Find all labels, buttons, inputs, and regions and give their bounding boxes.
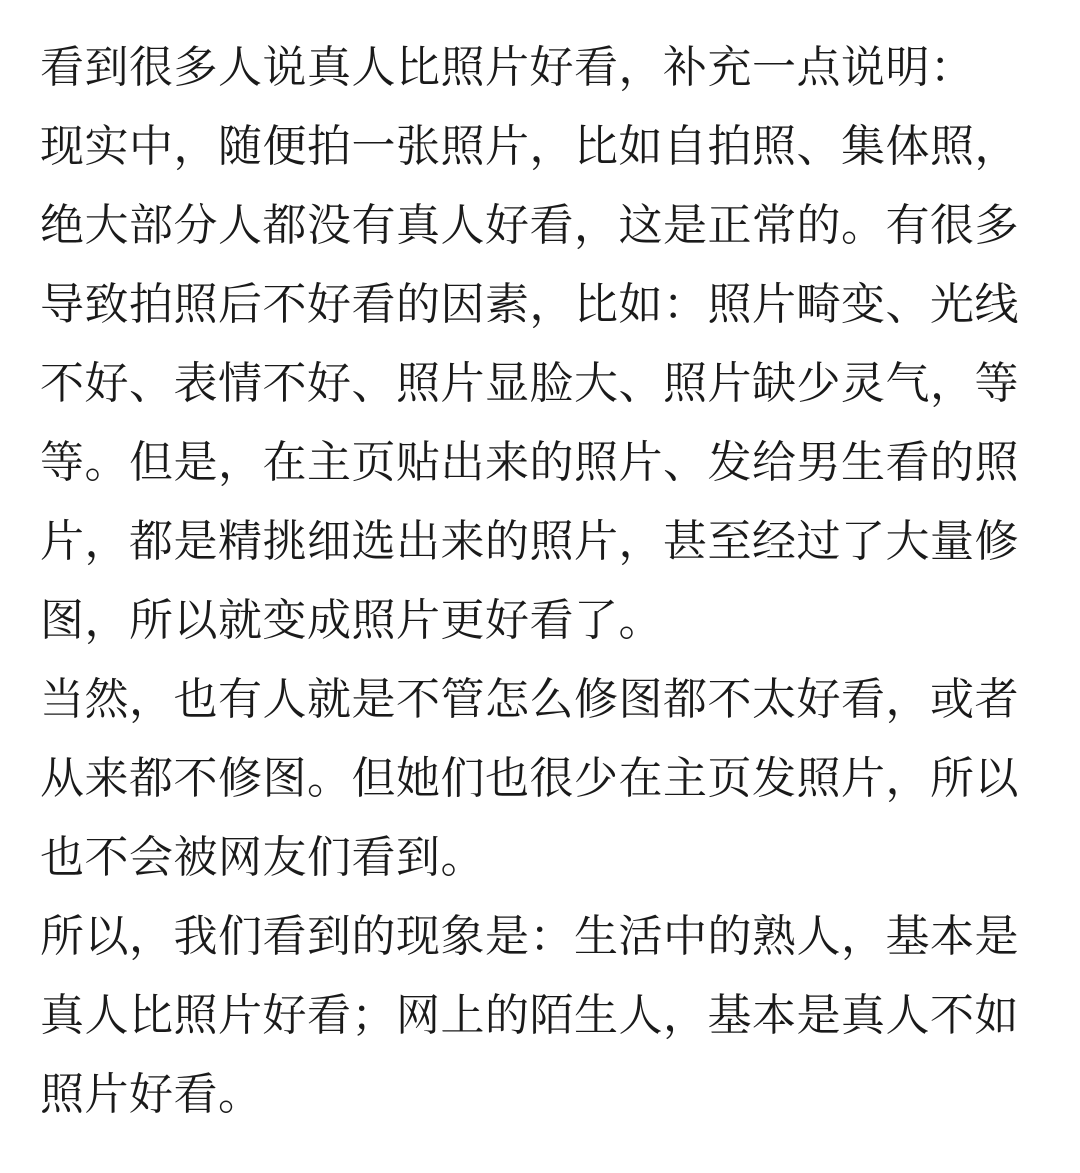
paragraph-conclusion: 所以，我们看到的现象是：生活中的熟人，基本是真人比照片好看；网上的陌生人，基本是真人不如照片好看。 [40, 911, 1019, 1120]
paragraph-reality: 现实中，随便拍一张照片，比如自拍照、集体照，绝大部分人都没有真人好看，这是正常的。有很多导致拍照后不好看的因素，比如：照片畸变、光线不好、表情不好、照片显脸大、照片缺少灵气，等等。但是，在主页贴出来的照片、发给男生看的照片，都是精挑细选出来的照片，甚至经过了大量修图，所以就变成照片更好看了。 [40, 121, 1019, 646]
paragraph-exceptions: 当然，也有人就是不管怎么修图都不太好看，或者从来都不修图。但她们也很少在主页发照片，所以也不会被网友们看到。 [40, 674, 1019, 883]
paragraph-intro: 看到很多人说真人比照片好看，补充一点说明： [40, 42, 975, 93]
post-body [40, 28, 1044, 1134]
